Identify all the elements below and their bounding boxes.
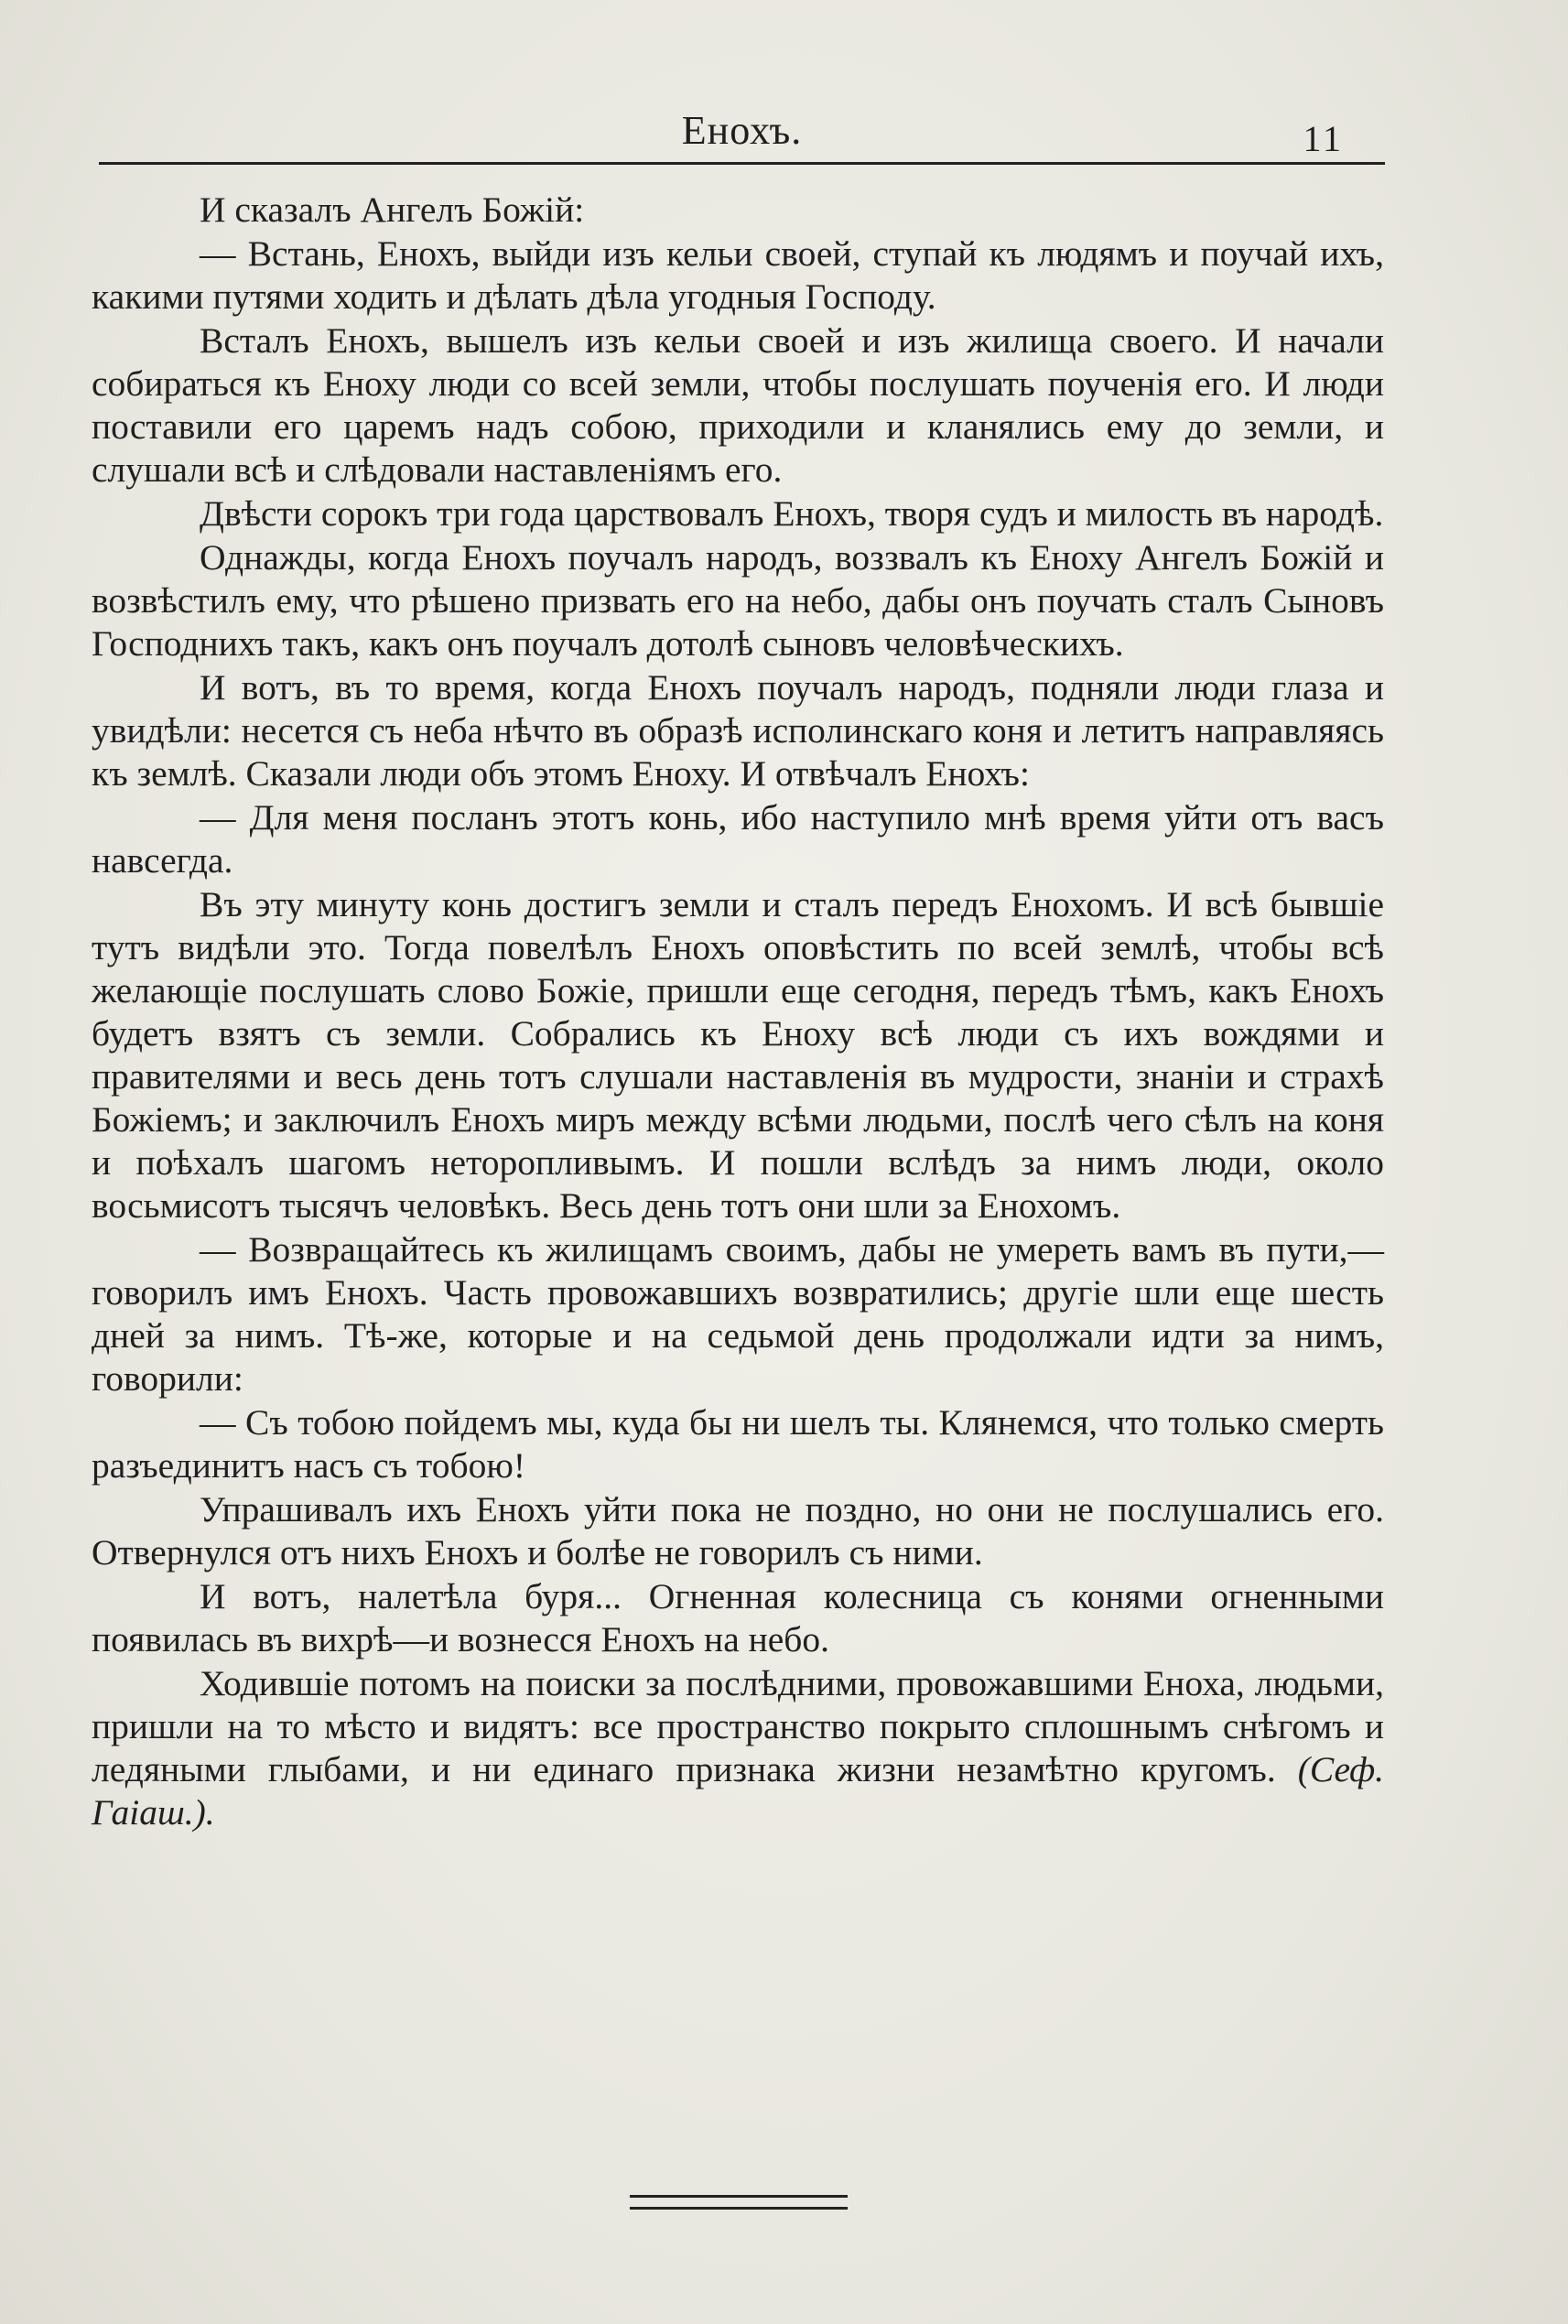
paragraph: — Встань, Енохъ, выйди изъ кельи своей, ступай къ людямъ и поучай ихъ, какими путями ходить и дѣлать дѣла угодныя Господу. — [92, 233, 1384, 317]
paragraph: — Съ тобою пойдемъ мы, куда бы ни шелъ ты. Клянемся, что только смерть разъединитъ насъ съ тобою! — [92, 1402, 1384, 1486]
running-head — [99, 103, 1385, 157]
paragraph: Въ эту минуту конь достигъ земли и сталъ передъ Енохомъ. И всѣ бывшіе тутъ видѣли это. Тогда повелѣлъ Енохъ оповѣстить по всей землѣ, чтобы всѣ желающіе послушать слово Божіе, пришли еще сегодня, передъ тѣмъ, какъ Енохъ будетъ взятъ съ земли. Собрались къ Еноху всѣ люди съ ихъ вождями и правителями и весь день тотъ слушали наставленія въ мудрости, знаніи и страхѣ Божіемъ; и заключилъ Енохъ миръ между всѣми людьми, послѣ чего сѣлъ на коня и поѣхалъ шагомъ неторопливымъ. И пошли вслѣдъ за нимъ люди, около восьмисотъ тысячъ человѣкъ. Весь день тотъ они шли за Енохомъ. — [92, 884, 1384, 1226]
page-number: 11 — [1303, 118, 1344, 159]
paragraph: — Возвращайтесь къ жилищамъ своимъ, дабы не умереть вамъ въ пути,—говорилъ имъ Енохъ. Часть провожавшихъ возвратились; другіе шли еще шесть дней за нимъ. Тѣ-же, которые и на седьмой день продолжали идти за нимъ, говорили: — [92, 1229, 1384, 1399]
paragraph: И вотъ, налетѣла буря... Огненная колесница съ конями огненными появилась въ вихрѣ—и вознесся Енохъ на небо. — [92, 1576, 1384, 1659]
paragraph: Всталъ Енохъ, вышелъ изъ кельи своей и изъ жилища своего. И начали собираться къ Еноху люди со всей земли, чтобы послушать поученія его. И люди поставили его царемъ надъ собою, приходили и кланялись ему до земли, и слушали всѣ и слѣдовали наставленіямъ его. — [92, 320, 1384, 490]
paragraph: Однажды, когда Енохъ поучалъ народъ, воззвалъ къ Еноху Ангелъ Божій и возвѣстилъ ему, что рѣшено призвать его на небо, дабы онъ поучать сталъ Сыновъ Господнихъ такъ, какъ онъ поучалъ дотолѣ сыновъ человѣческихъ. — [92, 537, 1384, 664]
last-paragraph — [92, 1662, 1384, 1834]
paragraph: Двѣсти сорокъ три года царствовалъ Енохъ, творя судъ и милость въ народѣ. — [200, 493, 1384, 534]
paragraph: И сказалъ Ангелъ Божій: — [200, 189, 585, 230]
header-rule — [99, 162, 1385, 165]
body-text — [92, 189, 1384, 1834]
chapter-title: Енохъ. — [681, 108, 803, 153]
paragraph: И вотъ, въ то время, когда Енохъ поучалъ народъ, подняли люди глаза и увидѣли: несется съ неба нѣчто въ образѣ исполинскаго коня и летитъ направляясь къ землѣ. Сказали люди объ этомъ Еноху. И отвѣчалъ Енохъ: — [92, 667, 1384, 794]
paragraph: Упрашивалъ ихъ Енохъ уйти пока не поздно, но они не послушались его. Отвернулся отъ нихъ Енохъ и болѣе не говорилъ съ ними. — [92, 1489, 1384, 1573]
paragraph-text: Ходившіе потомъ на поиски за послѣдними, провожавшими Еноха, людьми, пришли на то мѣсто и видятъ: все пространство покрыто сплошнымъ снѣгомъ и ледяными глыбами, и ни единаго признака жизни незамѣтно кругомъ. — [92, 1663, 1384, 1789]
paragraph: — Для меня посланъ этотъ конь, ибо наступило мнѣ время уйти отъ васъ навсегда. — [92, 797, 1384, 881]
end-rule — [630, 2195, 848, 2210]
source-citation: (Сеф. Гаіаш.). — [92, 1749, 1384, 1832]
